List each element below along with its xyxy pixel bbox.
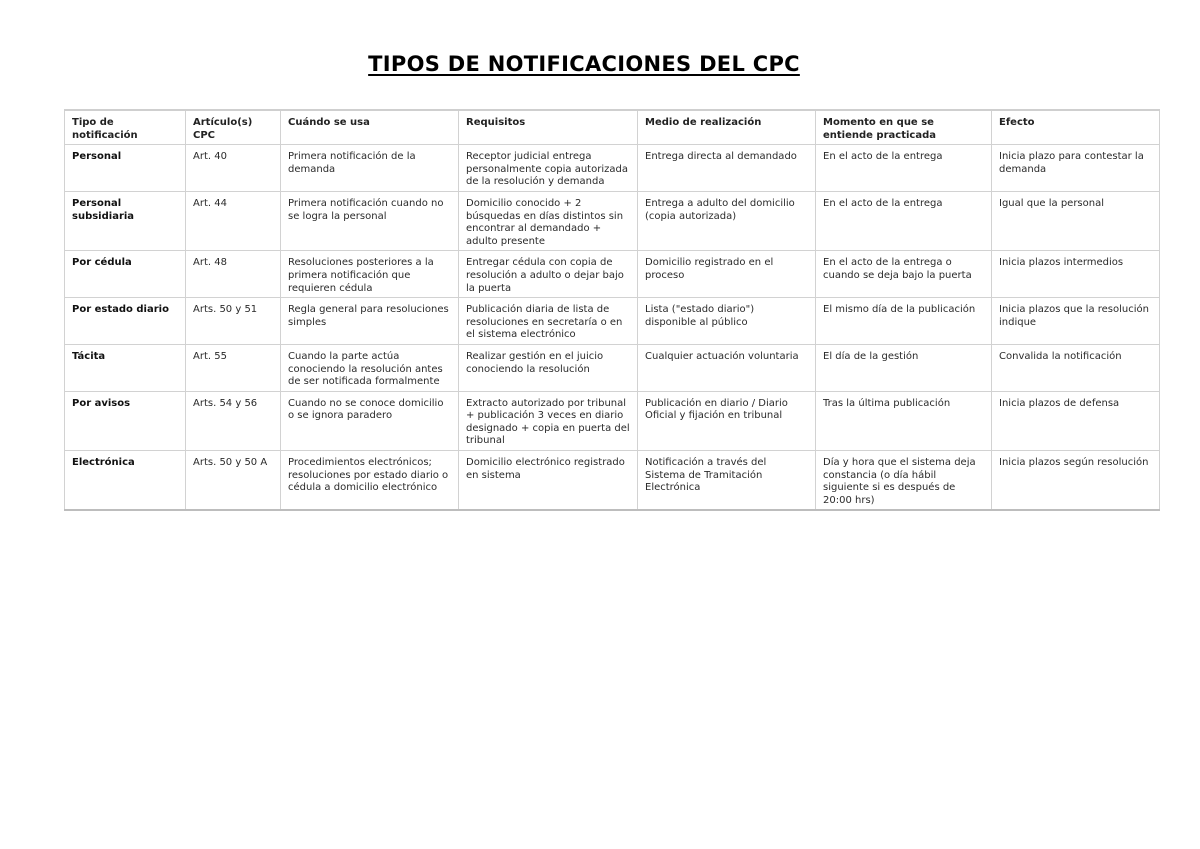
table-row — [65, 344, 1160, 391]
table-row — [65, 251, 1160, 298]
table-cell: Igual que la personal — [992, 191, 1160, 250]
table-cell: Cuando la parte actúa conociendo la resolución antes de ser notificada formalmente — [281, 344, 459, 391]
column-header: Tipo de notificación — [65, 110, 186, 145]
table-cell: Notificación a través del Sistema de Tramitación Electrónica — [638, 451, 816, 511]
table-cell: Publicación diaria de lista de resoluciones en secretaría o en el sistema electrónico — [459, 298, 638, 345]
table-cell: Entregar cédula con copia de resolución a adulto o dejar bajo la puerta — [459, 251, 638, 298]
table-cell: Inicia plazo para contestar la demanda — [992, 145, 1160, 192]
table-cell: Domicilio registrado en el proceso — [638, 251, 816, 298]
table-cell: Entrega a adulto del domicilio (copia autorizada) — [638, 191, 816, 250]
table-cell: Tácita — [65, 344, 186, 391]
table-cell: Procedimientos electrónicos; resoluciones por estado diario o cédula a domicilio electrónico — [281, 451, 459, 511]
table-cell: Tras la última publicación — [816, 391, 992, 450]
table-cell: En el acto de la entrega — [816, 145, 992, 192]
notification-types-table — [64, 109, 1160, 511]
table-cell: Extracto autorizado por tribunal + publicación 3 veces en diario designado + copia en puerta del tribunal — [459, 391, 638, 450]
table-cell: Lista ("estado diario") disponible al público — [638, 298, 816, 345]
column-header: Medio de realización — [638, 110, 816, 145]
table-cell: Inicia plazos intermedios — [992, 251, 1160, 298]
table-cell: Inicia plazos de defensa — [992, 391, 1160, 450]
table-cell: Primera notificación cuando no se logra la personal — [281, 191, 459, 250]
table-cell: El día de la gestión — [816, 344, 992, 391]
table-cell: Primera notificación de la demanda — [281, 145, 459, 192]
table-cell: Art. 40 — [186, 145, 281, 192]
table-cell: Por cédula — [65, 251, 186, 298]
table-cell: Art. 44 — [186, 191, 281, 250]
column-header: Cuándo se usa — [281, 110, 459, 145]
table-cell: Domicilio electrónico registrado en sistema — [459, 451, 638, 511]
table-header-row — [65, 110, 1160, 145]
table-cell: Publicación en diario / Diario Oficial y fijación en tribunal — [638, 391, 816, 450]
table-cell: Por avisos — [65, 391, 186, 450]
table-row — [65, 191, 1160, 250]
table-cell: Receptor judicial entrega personalmente copia autorizada de la resolución y demanda — [459, 145, 638, 192]
table-cell: Arts. 50 y 51 — [186, 298, 281, 345]
column-header: Efecto — [992, 110, 1160, 145]
column-header: Artículo(s) CPC — [186, 110, 281, 145]
table-cell: En el acto de la entrega — [816, 191, 992, 250]
table-cell: Domicilio conocido + 2 búsquedas en días distintos sin encontrar al demandado + adulto presente — [459, 191, 638, 250]
table-cell: Personal — [65, 145, 186, 192]
table-cell: Resoluciones posteriores a la primera notificación que requieren cédula — [281, 251, 459, 298]
table-cell: Día y hora que el sistema deja constancia (o día hábil siguiente si es después de 20:00 hrs) — [816, 451, 992, 511]
table-cell: Arts. 50 y 50 A — [186, 451, 281, 511]
table-row — [65, 298, 1160, 345]
table-cell: Inicia plazos que la resolución indique — [992, 298, 1160, 345]
table-cell: Art. 55 — [186, 344, 281, 391]
table-cell: Arts. 54 y 56 — [186, 391, 281, 450]
table-row — [65, 451, 1160, 511]
table-row — [65, 145, 1160, 192]
table-cell: Cualquier actuación voluntaria — [638, 344, 816, 391]
table-cell: Art. 48 — [186, 251, 281, 298]
table-cell: En el acto de la entrega o cuando se deja bajo la puerta — [816, 251, 992, 298]
table-cell: El mismo día de la publicación — [816, 298, 992, 345]
table-cell: Cuando no se conoce domicilio o se ignora paradero — [281, 391, 459, 450]
table-cell: Realizar gestión en el juicio conociendo la resolución — [459, 344, 638, 391]
table-row — [65, 391, 1160, 450]
column-header: Requisitos — [459, 110, 638, 145]
page-title: TIPOS DE NOTIFICACIONES DEL CPC — [368, 52, 800, 76]
table-cell: Por estado diario — [65, 298, 186, 345]
table-cell: Electrónica — [65, 451, 186, 511]
table-cell: Inicia plazos según resolución — [992, 451, 1160, 511]
table-cell: Personal subsidiaria — [65, 191, 186, 250]
table-cell: Convalida la notificación — [992, 344, 1160, 391]
table-cell: Regla general para resoluciones simples — [281, 298, 459, 345]
column-header: Momento en que se entiende practicada — [816, 110, 992, 145]
table-cell: Entrega directa al demandado — [638, 145, 816, 192]
